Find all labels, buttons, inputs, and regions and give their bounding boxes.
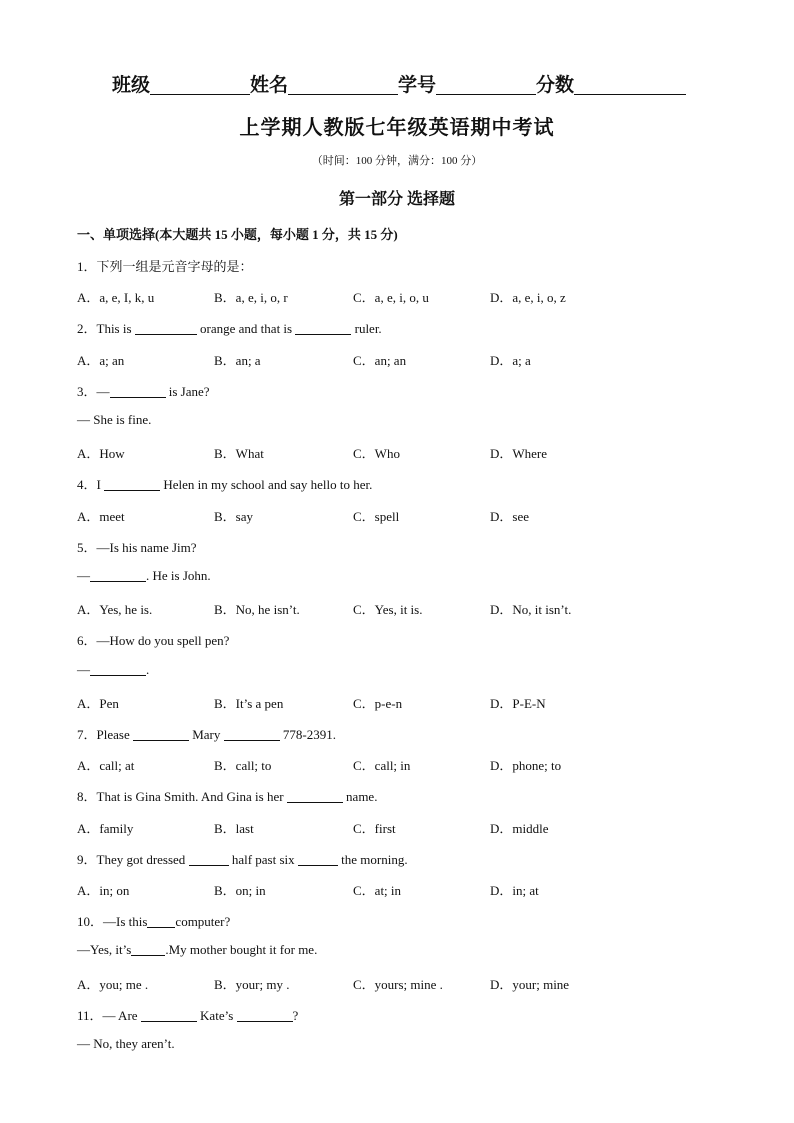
name-label: 姓名: [250, 75, 289, 96]
question-9-stem: 9．They got dressed half past six the morning.: [77, 852, 408, 867]
question-6-reply: — .: [77, 662, 150, 677]
option-b[interactable]: B．an; a: [214, 353, 261, 368]
question-10-stem: 10．—Is this computer?: [77, 914, 231, 929]
option-d[interactable]: D．P-E-N: [490, 696, 546, 711]
answer-blank[interactable]: [110, 384, 166, 398]
answer-blank[interactable]: [133, 727, 189, 741]
option-c[interactable]: C．p-e-n: [353, 696, 403, 711]
option-b[interactable]: B．last: [214, 821, 254, 836]
answer-blank[interactable]: [287, 789, 343, 803]
option-c[interactable]: C．spell: [353, 509, 400, 524]
question-1-stem: 1．下列一组是元音字母的是：: [77, 259, 253, 274]
option-c[interactable]: C．first: [353, 821, 396, 836]
class-blank[interactable]: [150, 76, 250, 95]
exam-title: 上学期人教版七年级英语期中考试: [239, 117, 555, 139]
question-10-reply: —Yes, it’s .My mother bought it for me.: [77, 942, 318, 957]
option-d[interactable]: D．middle: [490, 821, 549, 836]
option-c[interactable]: C．Who: [353, 446, 400, 461]
question-11-stem: 11．— Are Kate’s ?: [77, 1008, 299, 1023]
option-d[interactable]: D．phone; to: [490, 758, 562, 773]
option-d[interactable]: D．in; at: [490, 883, 539, 898]
student-id-label: 学号: [398, 75, 437, 96]
option-d[interactable]: D．see: [490, 509, 529, 524]
answer-blank[interactable]: [237, 1008, 293, 1022]
option-d[interactable]: D．No, it isn’t.: [490, 602, 572, 617]
option-c[interactable]: C．at; in: [353, 883, 402, 898]
answer-blank[interactable]: [90, 662, 146, 676]
option-b[interactable]: B．a, e, i, o, r: [214, 290, 288, 305]
question-11-reply: — No, they aren’t.: [77, 1036, 175, 1051]
answer-blank[interactable]: [189, 852, 229, 866]
question-8-stem: 8．That is Gina Smith. And Gina is her name.: [77, 789, 378, 804]
name-blank[interactable]: [288, 76, 398, 95]
option-a[interactable]: A．a, e, I, k, u: [77, 290, 155, 305]
answer-blank[interactable]: [298, 852, 338, 866]
option-a[interactable]: A．you; me .: [77, 977, 149, 992]
option-a[interactable]: A．family: [77, 821, 134, 836]
answer-blank[interactable]: [141, 1008, 197, 1022]
option-d[interactable]: D．a, e, i, o, z: [490, 290, 566, 305]
option-b[interactable]: B．call; to: [214, 758, 272, 773]
question-3-stem: 3．— is Jane?: [77, 384, 210, 399]
exam-subtitle: （时间：100 分钟，满分：100 分）: [311, 155, 483, 167]
class-label: 班级: [112, 75, 151, 96]
student-info-line: [112, 70, 712, 97]
score-blank[interactable]: [574, 76, 686, 95]
option-b[interactable]: B．No, he isn’t.: [214, 602, 300, 617]
option-a[interactable]: A．Pen: [77, 696, 119, 711]
option-c[interactable]: C．yours; mine .: [353, 977, 443, 992]
option-c[interactable]: C．call; in: [353, 758, 411, 773]
answer-blank[interactable]: [295, 321, 351, 335]
question-5-reply: — . He is John.: [77, 568, 211, 583]
option-b[interactable]: B．your; my .: [214, 977, 290, 992]
answer-blank[interactable]: [131, 942, 165, 956]
score-label: 分数: [536, 75, 575, 96]
option-d[interactable]: D．your; mine: [490, 977, 570, 992]
section-heading: 一、单项选择(本大题共 15 小题，每小题 1 分，共 15 分): [77, 227, 398, 242]
option-a[interactable]: A．a; an: [77, 353, 125, 368]
question-6-stem: 6．—How do you spell pen?: [77, 633, 230, 648]
option-d[interactable]: D．Where: [490, 446, 548, 461]
option-a[interactable]: A．Yes, he is.: [77, 602, 153, 617]
option-c[interactable]: C．a, e, i, o, u: [353, 290, 429, 305]
option-a[interactable]: A．in; on: [77, 883, 130, 898]
student-id-blank[interactable]: [436, 76, 536, 95]
answer-blank[interactable]: [104, 477, 160, 491]
question-4-stem: 4．I Helen in my school and say hello to her.: [77, 477, 373, 492]
answer-blank[interactable]: [135, 321, 197, 335]
answer-blank[interactable]: [147, 914, 175, 928]
part-heading: 第一部分 选择题: [338, 191, 455, 208]
option-c[interactable]: C．an; an: [353, 353, 407, 368]
question-5-stem: 5．—Is his name Jim?: [77, 540, 197, 555]
answer-blank[interactable]: [224, 727, 280, 741]
option-d[interactable]: D．a; a: [490, 353, 531, 368]
option-b[interactable]: B．It’s a pen: [214, 696, 284, 711]
question-2-stem: 2．This is orange and that is ruler.: [77, 321, 382, 336]
question-7-stem: 7．Please Mary 778-2391.: [77, 727, 336, 742]
option-a[interactable]: A．How: [77, 446, 125, 461]
answer-blank[interactable]: [90, 568, 146, 582]
option-c[interactable]: C．Yes, it is.: [353, 602, 423, 617]
question-3-reply: — She is fine.: [77, 412, 152, 427]
option-a[interactable]: A．call; at: [77, 758, 135, 773]
option-b[interactable]: B．What: [214, 446, 264, 461]
option-b[interactable]: B．on; in: [214, 883, 266, 898]
option-b[interactable]: B．say: [214, 509, 254, 524]
option-a[interactable]: A．meet: [77, 509, 125, 524]
